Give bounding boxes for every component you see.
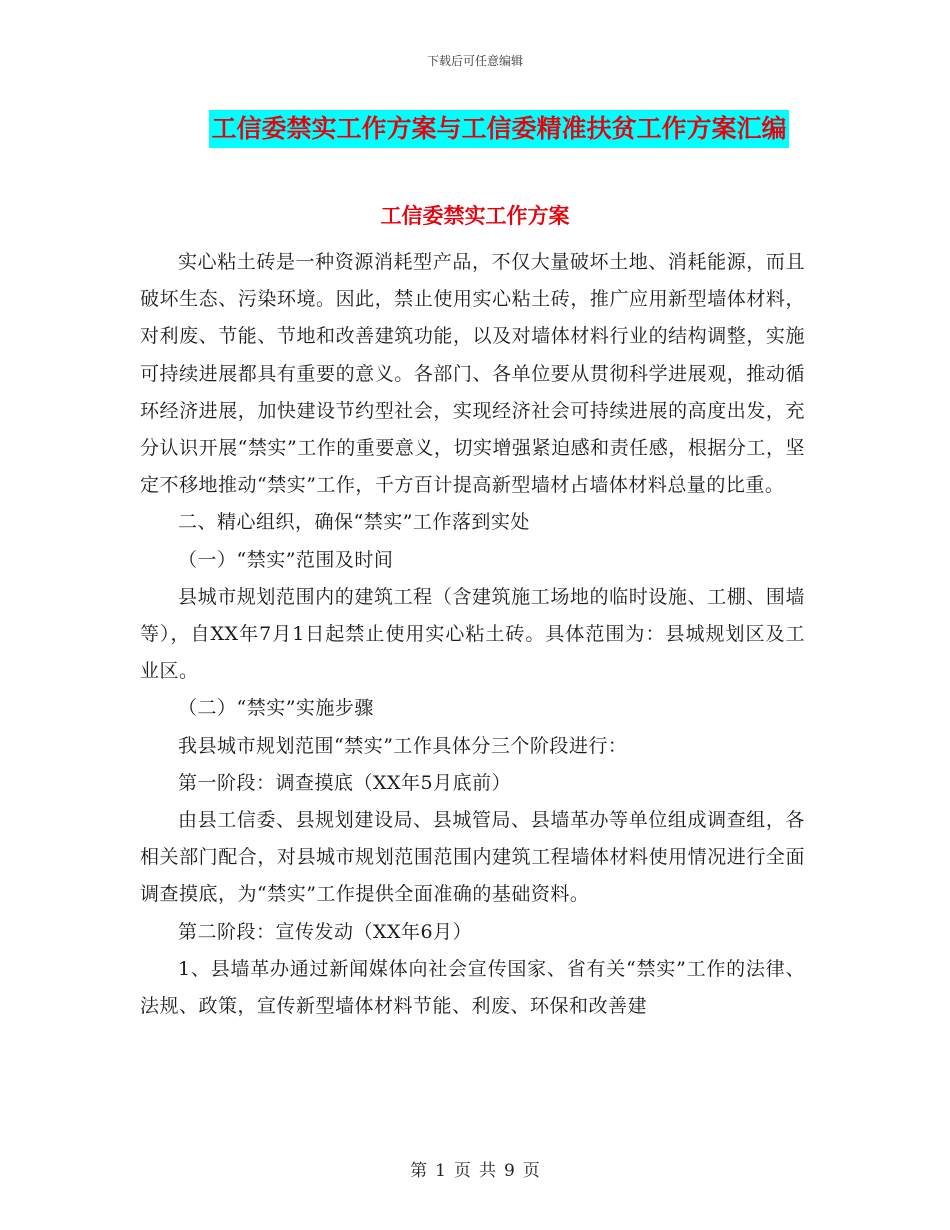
document-title: 工信委禁实工作方案与工信委精准扶贫工作方案汇编 [209, 110, 788, 148]
paragraph: 1、县墙革办通过新闻媒体向社会宣传国家、省有关“禁实”工作的法律、法规、政策，宣传新型墙体材料节能、利废、环保和改善建 [140, 957, 805, 1018]
paragraph: 我县城市规划范围“禁实”工作具体分三个阶段进行： [178, 734, 628, 757]
paragraph: 第二阶段：宣传发动（XX年6月） [178, 920, 473, 943]
document-title-container [0, 110, 950, 148]
document-body [140, 244, 805, 1025]
footer-prefix: 第 [410, 1161, 428, 1181]
footer-total-unit: 页 [522, 1161, 540, 1181]
paragraph: 县城市规划范围内的建筑工程（含建筑施工场地的临时设施、工棚、围墙等），自XX年7月1日起禁止使用实心粘土砖。具体范围为：县城规划区及工业区。 [140, 585, 805, 683]
paragraph: （二）“禁实”实施步骤 [178, 697, 374, 720]
paragraph: 实心粘土砖是一种资源消耗型产品，不仅大量破坏土地、消耗能源，而且破坏生态、污染环境。因此，禁止使用实心粘土砖，推广应用新型墙体材料，对利废、节能、节地和改善建筑功能，以及对墙体材料行业的结构调整，实施可持续进展都具有重要的意义。各部门、各单位要从贯彻科学进展观，推动循环经济进展，加快建设节约型社会，实现经济社会可持续进展的高度出发，充分认识开展“禁实”工作的重要意义，切实增强紧迫感和责任感，根据分工，坚定不移地推动“禁实”工作，千方百计提高新型墙材占墙体材料总量的比重。 [140, 251, 805, 497]
page-total: 9 [504, 1161, 515, 1181]
footer-page-unit: 页 [454, 1161, 471, 1181]
footer-total-prefix: 共 [479, 1161, 496, 1181]
page-footer [0, 1156, 950, 1181]
paragraph: （一）“禁实”范围及时间 [178, 548, 394, 571]
header-note: 下载后可任意编辑 [426, 54, 523, 68]
paragraph: 第一阶段：调查摸底（XX年5月底前） [178, 771, 512, 794]
paragraph: 二、精心组织，确保“禁实”工作落到实处 [178, 511, 530, 534]
page-number: 1 [435, 1161, 446, 1181]
section-title: 工信委禁实工作方案 [380, 203, 570, 228]
paragraph: 由县工信委、县规划建设局、县城管局、县墙革办等单位组成调查组，各相关部门配合，对县城市规划范围范围内建筑工程墙体材料使用情况进行全面调查摸底，为“禁实”工作提供全面准确的基础资料。 [140, 809, 805, 906]
